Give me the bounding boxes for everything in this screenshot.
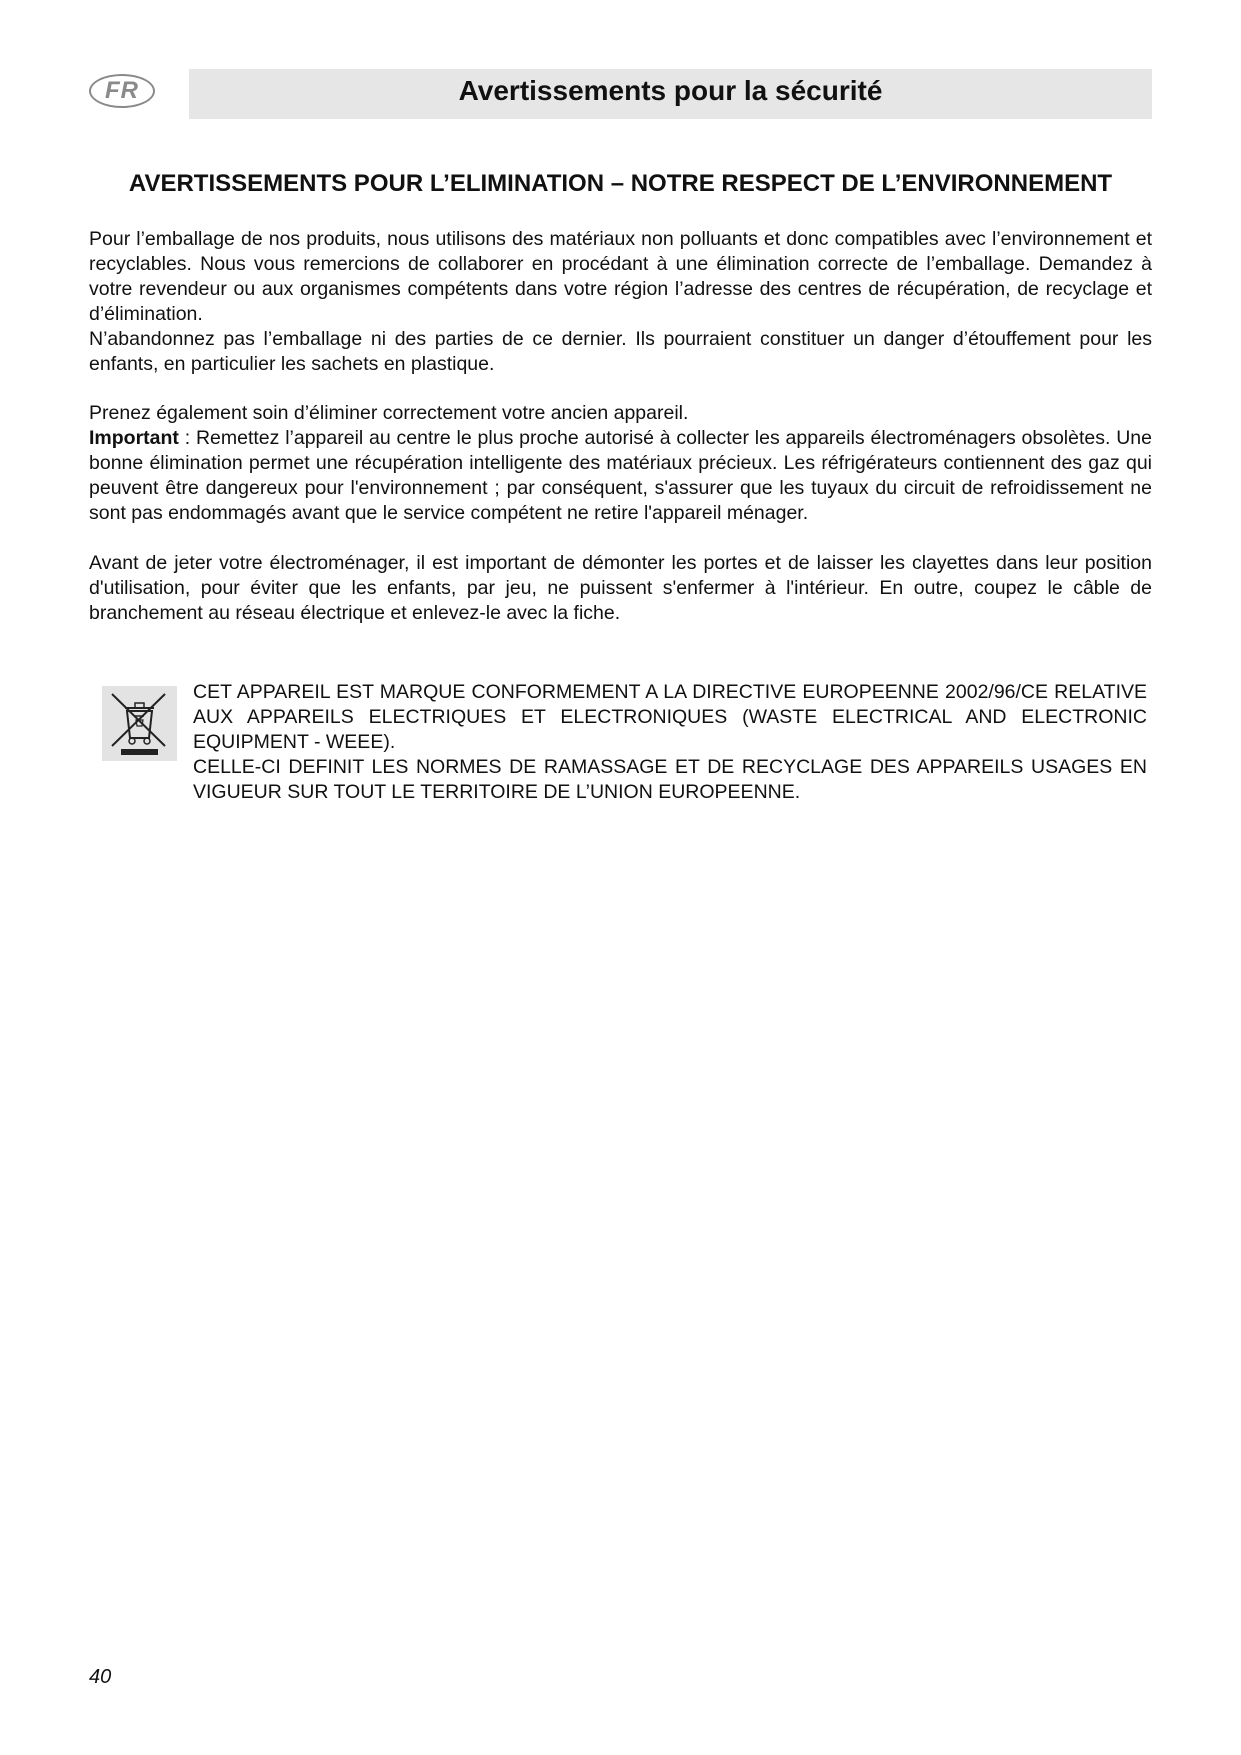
page-title: Avertissements pour la sécurité <box>458 75 883 106</box>
paragraph-important <box>89 426 1152 526</box>
weee-norms-text: CELLE-CI DEFINIT LES NORMES DE RAMASSAGE ET DE RECYCLAGE DES APPAREILS USAGES EN VIGUEUR SUR TOUT LE TERRITOIRE DE L’UNION EUROPEENNE. <box>193 756 1147 803</box>
header-bar <box>189 69 1152 119</box>
text-block-doors <box>89 551 1152 626</box>
weee-directive-text: CET APPAREIL EST MARQUE CONFORMEMENT A LA DIRECTIVE EUROPEENNE 2002/96/CE RELATIVE AUX APPAREILS ELECTRIQUES ET ELECTRONIQUES (WASTE ELECTRICAL AND ELECTRONIC EQUIPMENT - WEEE). <box>193 681 1147 753</box>
crossed-out-wheelie-bin-icon <box>102 686 177 761</box>
text-block-packaging <box>89 227 1152 377</box>
page-number: 40 <box>89 1666 112 1688</box>
language-badge: FR <box>89 74 155 108</box>
important-label: Important <box>89 427 179 449</box>
paragraph-old-appliance: Prenez également soin d’éliminer correctement votre ancien appareil. <box>89 402 689 424</box>
text-block-old-appliance <box>89 401 1152 526</box>
section-title: AVERTISSEMENTS POUR L’ELIMINATION – NOTRE RESPECT DE L’ENVIRONNEMENT <box>128 170 1113 197</box>
paragraph-doors: Avant de jeter votre électroménager, il est important de démonter les portes et de laisser les clayettes dans leur position d'utilisation, pour éviter que les enfants, par jeu, ne puissent s'enfermer à l'intérieur. En outre, coupez le câble de branchement au réseau électrique et enlevez-le avec la fiche. <box>89 552 1152 624</box>
paragraph-packaging: Pour l’emballage de nos produits, nous utilisons des matériaux non polluants et donc compatibles avec l’environnement et recyclables. Nous vous remercions de collaborer en procédant à une élimination correcte de l’emballage. Demandez à votre revendeur ou aux organismes compétents dans votre région l’adresse des centres de récupération, de recyclage et d’élimination. <box>89 228 1152 325</box>
important-text: : Remettez l’appareil au centre le plus proche autorisé à collecter les appareils électroménagers obsolètes. Une bonne élimination permet une récupération intelligente des matériaux précieux. Les réfrigérateurs contiennent des gaz qui peuvent être dangereux pour l'environnement ; par conséquent, s'assurer que les tuyaux du circuit de refroidissement ne sont pas endommagés avant que le service compétent ne retire l'appareil ménager. <box>89 427 1152 524</box>
paragraph-suffocation-warning: N’abandonnez pas l’emballage ni des parties de ce dernier. Ils pourraient constituer un danger d’étouffement pour les enfants, en particulier les sachets en plastique. <box>89 328 1152 375</box>
weee-notice <box>193 680 1147 805</box>
